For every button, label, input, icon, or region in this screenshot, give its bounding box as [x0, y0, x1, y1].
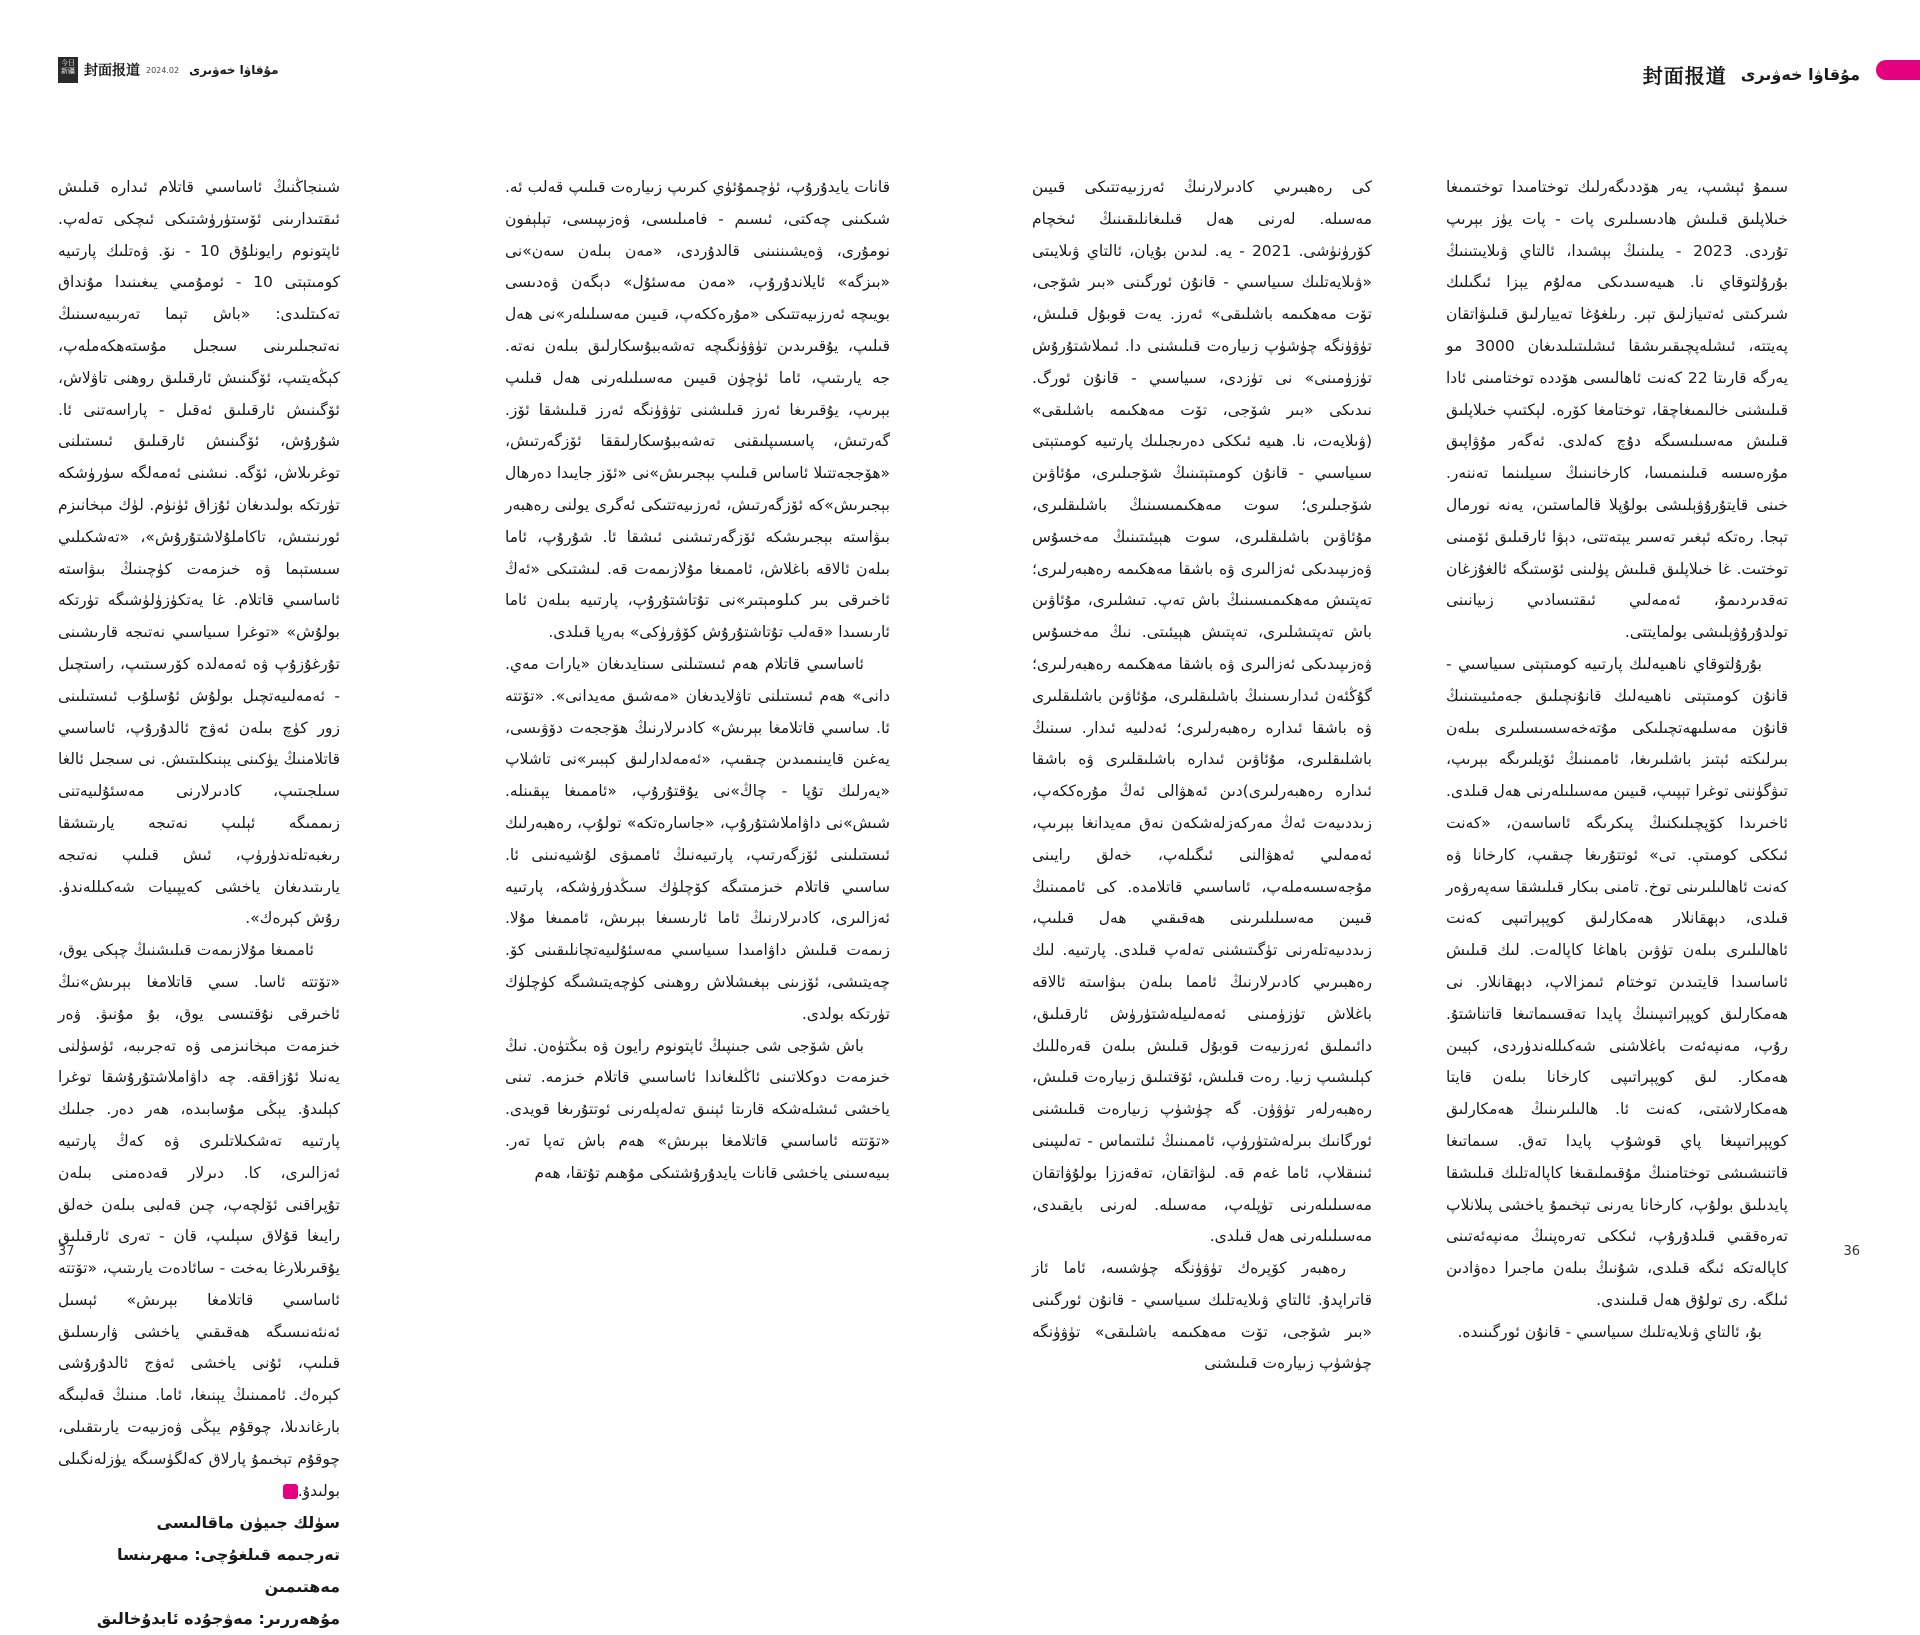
signature-block: [58, 1507, 340, 1635]
section-tab-marker: [1876, 60, 1920, 80]
end-mark-icon: [283, 1484, 298, 1499]
header-meta: [146, 66, 179, 75]
paragraph-text: ئاممىغا مۇلازىمەت قىلىشنىڭ چېكى يوق، «تۆتتە ئاسا. سىي قاتلامغا بېرىش»نىڭ ئاخىرقى نۇقتىسى يوق، بۇ مۇنىۋ. ۋەر خىزمەت مېخانىزمى ۋە تەجرىبە، ئۈسۈلنى يەنىلا ئۇزاققە. چە داۋاملاشتۇرۇشقا توغرا كېلىدۇ. يېڭى مۇسابىدە، ھەر دەر. جىلىك پارتىيە تەشكىلاتلىرى ۋە كەڭ پارتىيە ئەزالىرى، كا. دىرلار قەدەمنى بىلەن تۇپراقنى ئۆلچەپ، چىن قەلبى بىلەن خەلق رايىغا قۇلاق سېلىپ، قان - تەرى ئارقىلىق يۇقىرىلارغا بەخت - سائادەت يارىتىپ، «تۆتتە ئاساسىي قاتلامغا بېرىش» ئېسىل ئەنئەنىسىگە ھەقىقىي ياخشى ۋارىسلىق قىلىپ، ئۇنى ياخشى ئەۋج ئالدۇرۇشى كېرەك. ئاممىنىڭ يېنىغا، ئاما. مىنىڭ قەلبىگە بارغاندىلا، چوقۇم يېڭى ۋەزىيەت يارىتقىلى، چوقۇم تېخىمۇ پارلاق كەلگۈسىگە يۈزلەنگىلى بولىدۇ.: [58, 941, 340, 1500]
page-number-left: 37: [58, 1244, 75, 1259]
header-title-ug: مۇقاۋا خەۋىرى: [189, 63, 279, 77]
header-title-cn: 封面报道: [84, 63, 140, 79]
magazine-logo: 今日新疆: [58, 57, 78, 83]
column-3: [505, 172, 890, 1237]
paragraph: رەھبەر كۆپرەك تۈۋۈنگە چۈشسە، ئاما ئاز قاتراپدۇ. ئالتاي ۋىلايەتلىك سىياسىي - قانۇن ئورگىنى «بىر شۆجى، تۆت مەھكىمە باشلىقى» تۈۋۈنگە چۈشۈپ زىيارەت قىلىشنى: [1032, 1259, 1372, 1373]
paragraph: ئاساسىي قاتلام ھەم ئىستىلنى سىنايدىغان «يارات مەي. دانى» ھەم ئىستىلنى تاۋلايدىغان «مەشىق مەيدانى». «تۆتتە ئا. ساسىي قاتلامغا بېرىش» كادىرلارنىڭ ھۆججەت دۆۋىسى، يەغىن قايىنىمىدىن چىقىپ، «ئەمەلدارلىق كېبىر»نى تاشلاپ «يەرلىك تۇپا - چاڭ»نى يۇقتۇرۇپ، «ئاممىغا يېقىنلە. شىش»نى داۋاملاشتۇرۇپ، «جاسارەتكە» تولۇپ، رەھبەرلىك ئىستىلىنى ئۆزگەرتىپ، پارتىيەنىڭ ئاممىۋى لۇشيەنىنى ئا. ساسىي قاتلام خىزمىتىگە كۆچلۈك سىڭدۈرۈشكە، پارتىيە ئەزالىرى، كادىرلارنىڭ ئاما ئارىسىغا بېرىش، ئاممىغا مۇلا. زىمەت قىلىش داۋامىدا سىياسىي مەسئۇلىيەتچانلىقىنى كۆ. چەيتىشى، ئۆزىنى بېغىشلاش روھىنى كۈچەيتىشىگە كۈچلۈك تۈرتكە بولدى.: [505, 654, 890, 1023]
paragraph: بۇ، ئالتاي ۋىلايەتلىك سىياسىي - قانۇن ئورگىنىدە.: [1457, 1322, 1762, 1341]
paragraph: باش شۆجى شى جىنپىڭ ئاپتونوم رايون ۋە بىڭتۈەن. نىڭ خىزمەت دوكلاتىنى ئاڭلىغاندا ئاساسىي قاتلام خىزمە. تىنى ياخشى ئىشلەشكە قارىتا ئېنىق تەلەپلەرنى ئوتتۇرىغا قويدى. «تۆتتە ئاساسىي قاتلامغا بېرىش» ھەم باش تەپا تەر. بىيەسىنى ياخشى قانات يايدۇرۇشتىكى مۇھىم تۇتقا، ھەم: [505, 1036, 890, 1182]
paragraph: [58, 935, 340, 1507]
paragraph: بۇرۇلتوقاي ناھىيەلىك پارتىيە كومىتېتى سىياسىي - قانۇن كومىتېتى ناھىيەلىك قانۇنچىلىق جەمئىيىتىنىڭ قانۇن مەسلىھەتچىلىكى مۇتەخەسسىسلىرى بىلەن بىرلىكتە ئېتىز باشلىرىغا، ئاممىنىڭ ئۆيلىرىگە بېرىپ، تىۋگۈننى توغرا تېپىپ، قىيىن مەسىلىلەرنى ھەل قىلدى. ئاخىرىدا كۆپچىلىكنىڭ پىكرىگە ئاساسەن، «كەنت ئىككى كومىتې. تى» ئوتتۇرىغا چىقىپ، كارخانا ۋە كەنت ئاھالىلىرىنى توخ. تامنى بىكار قىلىشقا سەپەرۋەر قىلدى، دېھقانلار ھەمكارلىق كوپېراتىپى كەنت ئاھالىلىرى بىلەن تۈۋىن باھاغا كاپالەت. لىك قىلىش ئاساسىدا قايتىدىن توختام ئىمزالاپ، دېھقانلار. نى ھەمكارلىق كوپېراتىپىنىڭ پايدا تەقسىماتىغا قاتناشتۇ. رۇپ، مەنپەئەت باغلاشنى شەكىللەندۈردى، كېيىن ھەمكار. لىق كوپېراتىپى كارخانا بىلەن قايتا ھەمكارلاشتى، كەنت ئا. ھالىلىرىنىڭ ھەمكارلىق كوپېراتىپىغا پاي قوشۇپ پايدا تەق. سىماتىغا قاتنىشىشى توختامنىڭ مۇقىملىقىغا كاپالەتلىك قىلىشقا پايدىلىق بولۇپ، كارخانا يەرنى تېخىمۇ ياخشى پىلانلاپ تەرەققىي قىلدۇرۇپ، ئىككى تەرەپنىڭ مەنپەئەتىنى كاپالەتكە ئىگە قىلدى، شۇنىڭ بىلەن ماجىرا دەۋادىن ئىلگە. رى تولۇق ھەل قىلىندى.: [1446, 654, 1788, 1309]
column-1: [1446, 172, 1789, 1341]
left-header: [58, 56, 279, 84]
page-number-right: 36: [1843, 1244, 1860, 1259]
left-page: [0, 0, 960, 1629]
header-date: 2024.02: [146, 65, 180, 75]
header-title-cn: 封面报道: [1642, 64, 1727, 88]
paragraph: كى رەھبىرىي كادىرلارنىڭ ئەرزىيەتتىكى قىيىن مەسىلە. لەرنى ھەل قىلىغانلىقىنىڭ ئىخچام كۆرۈنۈشى. 2021 - يە. لىدىن بۇيان، ئالتاي ۋىلايىتى «ۋىلايەتلىك سىياسىي - قانۇن ئورگىنى «بىر شۆجى، تۆت مەھكىمە باشلىقى» ئەرز. يەت قوبۇل قىلىش، تۈۋۈنگە چۈشۈپ زىيارەت قىلىشنى دا. ئىملاشتۇرۇش تۈزۈمىنى» نى تۈزدى، سىياسىي - قانۇن ئورگ. نىدىكى «بىر شۆجى، تۆت مەھكىمە باشلىقى» (ۋىلايەت، نا. ھىيە ئىككى دەرىجىلىك پارتىيە كومىتېتى سىياسىي - قانۇن كومىتېتىنىڭ شۆجىلىرى، مۇئاۋىن شۆجىلىرى؛ سوت مەھكىمىسىنىڭ باشلىقلىرى، مۇئاۋىن باشلىقلىرى، سوت ھېيئىتىنىڭ مەخسۇس ۋەزىپىدىكى ئەزالىرى ۋە باشقا مەھكىمە رەھبەرلىرى؛ تەپتىش مەھكىمىسىنىڭ باش تەپ. تىشلىرى، مۇئاۋىن باش تەپتىشلىرى، تەپتىش ھېيئىتى. نىڭ مەخسۇس ۋەزىپىدىكى ئەزالىرى ۋە باشقا مەھكىمە رەھبەرلىرى؛ گۇڭئەن ئىدارىسىنىڭ باشلىقلىرى، مۇئاۋىن باشلىقلىرى ۋە باشقا ئىدارە رەھبەرلىرى؛ ئەدلىيە ئىدار. سىنىڭ باشلىقلىرى، مۇئاۋىن ئىدارە باشلىقلىرى ۋە باشقا ئىدارە رەھبەرلىرى)دىن ئەھۋالى ئەڭ مۇرەككەپ، زىددىيەت ئەڭ مەركەزلەشكەن نەق مەيدانغا بېرىپ، ئەمەلىي ئەھۋالنى ئىگىلەپ، خەلق رايىنى مۇجەسسەملەپ، ئاساسىي قاتلامدە. كى ئاممىنىڭ قىيىن مەسىلىلىرىنى ھەقىقىي ھەل قىلىپ، زىددىيەتلەرنى تۈگىتىشنى تەلەپ قىلدى. پارتىيە. لىك رەھبىرىي كادىرلارنىڭ ئامما بىلەن بىۋاستە ئالاقە باغلاش تۈزۈمىنى ئەمەلىيلەشتۈرۈش ئارقىلىق، دائىملىق ئەرزىيەت قوبۇل قىلىش بىلەن قەرەللىك كېلىشىپ زىيا. رەت قىلىش، ئۆقتىلىق زىيارەت قىلىش، رەھبەرلەر تۈۋۈن. گە چۈشۈپ زىيارەت قىلىشنى ئورگانىك بىرلەشتۈرۈپ، ئاممىنىڭ ئىلتىماس - تەلىپىنى ئىنىقلاپ، ئاما غەم قە. لىۋاتقان، تەقەززا بولۇۋاتقان مەسىلىلەرنى تۈپلەپ، مەسىلە. لەرنى بايقىدى، مەسىلىلەرنى ھەل قىلدى.: [1032, 178, 1372, 1246]
header-title-ug: مۇقاۋا خەۋىرى: [1740, 65, 1860, 84]
right-header: [1643, 60, 1860, 89]
editor-line: مۇھەررىر: مەۋجۇدە ئابدۇخالىق: [96, 1609, 340, 1629]
paragraph: شىنجاڭنىڭ ئاساسىي قاتلام ئىدارە قىلىش ئىقتىدارىنى ئۆستۈرۈشتىكى ئىچكى تەلەپ. ئاپتونوم رايونلۇق 10 - نۆ. ۋەتلىك پارتىيە كومىتېتى 10 - ئومۇمىي يىغىنىدا مۇنداق تەكىتلىدى: «باش تېما تەربىيەسىنىڭ نەتىجىلىرىنى سىجىل مۇستەھكەملەپ، كېڭەيتىپ، ئۆگىنىش ئارقىلىق روھنى تاۋلاش، ئۆگىنىش ئارقىلىق ئەقىل - پاراسەتنى ئا. شۇرۇش، ئۆگىنىش ئارقىلىق ئىستىلنى توغرىلاش، ئۆگە. نىشنى ئەمەلگە سۈرۈشكە تۈرتكە بولىدىغان ئۇزاق ئۈنۈم. لۈك مېخانىزم ئورنىتىش، تاكاملۇلاشتۇرۇش»، «تەشكىلىي سىستېما ۋە خىزمەت كۈچىنىڭ بىۋاستە ئاساسىي قاتلام. غا يەتكۈزۈلۈشىگە تۈرتكە بولۇش» «توغرا سىياسىي نەتىجە قارىشىنى تۇرغۇزۇپ ۋە ئەمەلدە كۆرسىتىپ، راستچىل - ئەمەلىيەتچىل بولۇش ئۇسلۇب ئىستىلىنى زور كۈچ بىلەن ئەۋج ئالدۇرۇپ، ئاساسىي قاتلامنىڭ يۈكىنى يېنىكلىتىش. نى سىجىل ئالغا سىلجىتىپ، كادىرلارنى مەسئۇلىيەتنى زىممىگە ئېلىپ نەتىجە يارىتىشقا رىغبەتلەندۈرۈپ، ئىش قىلىپ نەتىجە يارىتىدىغان ياخشى كەيپىيات شەكىللەندۈ. رۇش كېرەك».: [58, 178, 340, 928]
paragraph: قانات يايدۇرۇپ، ئۈچىمۇئۈي كىرىپ زىيارەت قىلىپ قەلب ئە. شىكىنى چەكتى، ئىسىم - فامىلىسى، ۋەزىپىسى، تېلېفون نومۇرى، ۋەيشىننىنى قالدۇردى، «مەن بىلەن سەن»نى «بىزگە» ئايلاندۇرۇپ، «مەن مەسئۇل» دېگەن ۋەدىسى بويىچە ئەرزىيەتتىكى «مۇرەككەپ، قىيىن مەسىلىلەر»نى ھەل قىلىپ، يۇقىرىدىن تۈۋۈنگىچە تەشەببۇسكارلىق بىلەن نەتە. جە يارىتىپ، ئاما ئۈچۈن قىيىن مەسىلىلەرنى ھەل قىلىپ بېرىپ، يۇقىرىغا ئەرز قىلىشنى تۈۋۈنگە ئەرز قىلىشقا ئۆز. گەرتىش، پاسسىپلىقنى تەشەببۇسكارلىققا ئۆزگەرتىش، «ھۆججەتتىلا ئاساس قىلىپ بېجىرىش»نى «ئۆز جايىدا دەرھال بېجىرىش»كە ئۆزگەرتىش، ئەرزىيەتتىكى ئەگرى يولنى رەھبەر بىۋاستە بېجىرىشكە ئۆزگەرتىشنى ئىشقا ئا. شۇرۇپ، ئاما بىلەن ئالاقە باغلاش، ئاممىغا مۇلازىمەت قە. لىشتىكى «ئەڭ ئاخىرقى بىر كىلومېتىر»نى تۇتاشتۇرۇپ، پارتىيە بىلەن ئاما ئارىسىدا «قەلب تۇتاشتۇرۇش كۆۋرۈكى» بەرپا قىلدى.: [505, 178, 890, 642]
column-2: [1032, 172, 1372, 1373]
translator-line: تەرجىمە قىلغۇچى: مىھرىنسا مەھتىمىن: [116, 1545, 340, 1597]
author-line: سۈلك جىيۈن ماقالىسى: [156, 1513, 340, 1533]
paragraph: سىمۇ ئېشىپ، يەر ھۆددىگەرلىك توختامىدا توختىمىغا خىلاپلىق قىلىش ھادىسىلىرى پات - پات يۈز بېرىپ تۇردى. 2023 - يىلىنىڭ بېشىدا، ئالتاي ۋىلايىتىنىڭ بۇرۇلتوقاي نا. ھىيەسىدىكى مەلۇم يېزا ئىگىلىك شىركىتى ئەتىيازلىق تېر. رىلغۇغا تەييارلىق قىلىۋاتقان پەيتتە، ئىشلەپچىقىرىشقا ئىشلىتىلىدىغان 3000 مو يەرگە قارىتا 22 كەنت ئاھالىسى ھۆددە توختامىنى ئادا قىلىشنى خالىمىغاچقا، توختامغا كۆرە. لېكتىپ خىلاپلىق قىلىش مەسىلىسىگە دۇچ كەلدى. ئەگەر مۇۋاپىق مۇرەسسە قىلىنمىسا، كارخانىنىڭ سىيلىنما تەننەر. خىنى قايتۇرۇۋېلىشى بولۇپلا قالماستىن، يەنە نورمال تېجا. رەتكە ئېغىر تەسىر يېتەتتى، دېۋا ئارقىلىق ئۆمىنى توختىت. غا خىلاپلىق قىلىش پۈلىنى ئۆستىگە ئالغۇزغان تەقدىردىمۇ، ئەمەلىي ئىقتىسادىي زىيانىنى تولدۇرۇۋېلىشى بولمايتتى.: [1446, 178, 1789, 642]
right-page: [960, 0, 1920, 1373]
